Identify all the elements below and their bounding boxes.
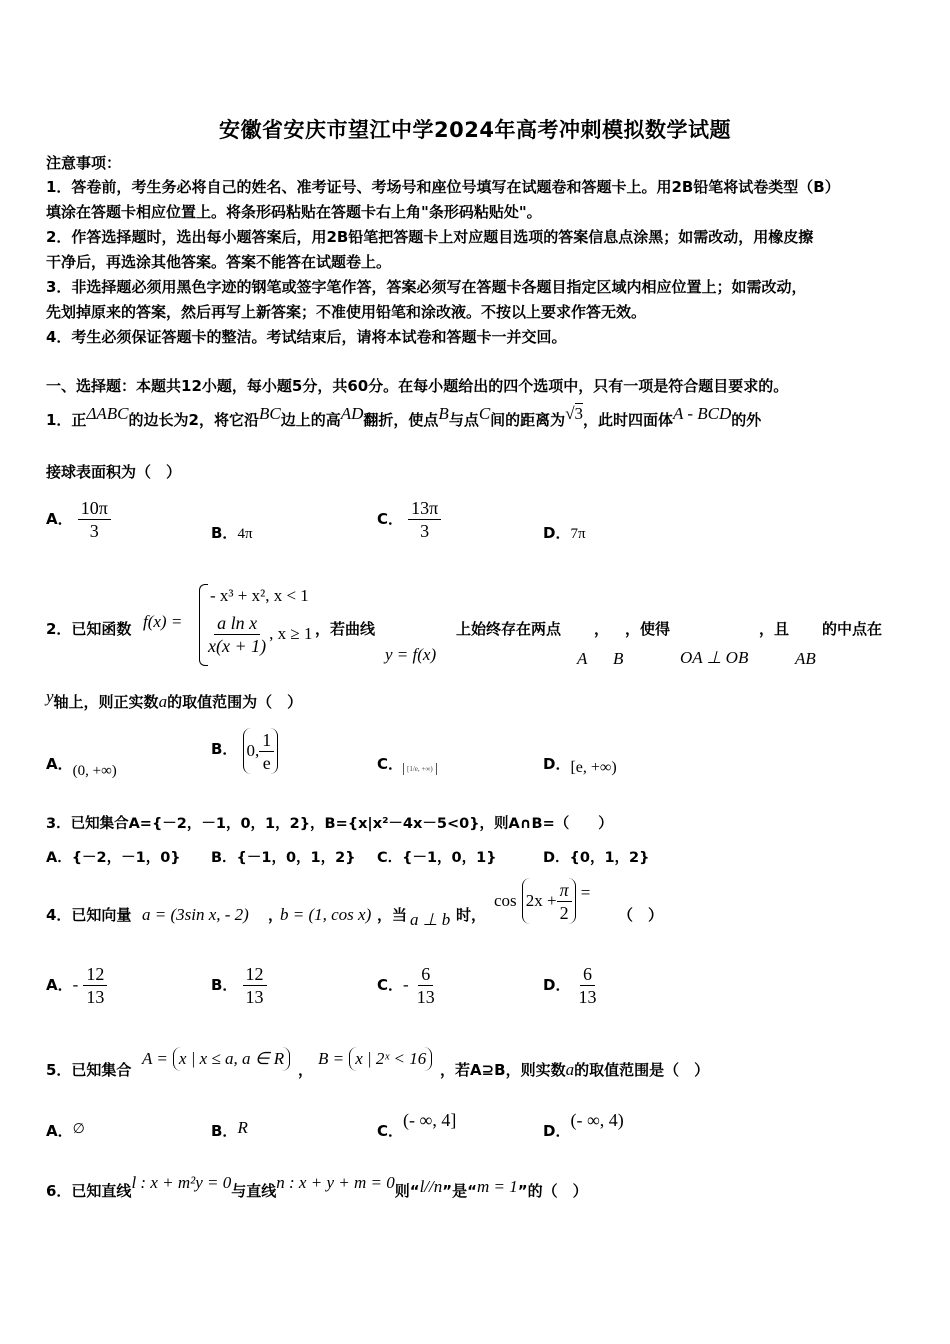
q4-option-b: B． $\frac{12}{13}$	[211, 963, 267, 1008]
q4-option-a: A．- $\frac{12}{13}$	[46, 963, 107, 1008]
q2-case-1: - x³ + x², x < 1	[210, 586, 309, 605]
q2-ab: AB	[795, 649, 816, 668]
q2-text: ，	[594, 620, 610, 638]
notice-line: 填涂在答题卡相应位置上。将条形码粘贴在答题卡右上角"条形码粘贴处"。	[46, 203, 542, 221]
q5-option-c: C．(- ∞, 4]	[377, 1110, 457, 1140]
question-3: 3．已知集合A={－2，－1，0，1，2}，B={x|x²－4x－5<0}，则A∩B=（ ）	[46, 816, 613, 832]
question-1: 1．正ΔABC的边长为2，将它沿BC边上的高AD翻折，使点B与点C间的距离为√3，此时四面体A - BCD的外	[46, 404, 762, 429]
q2-option-a: A．(0, +∞)	[46, 755, 117, 779]
q4-text: 时，	[456, 906, 487, 924]
q4-text: ，当	[377, 906, 408, 924]
q3-option-d: D．{0，1，2}	[543, 850, 650, 866]
q5-option-a: A．∅	[46, 1122, 85, 1140]
q1-option-b: B．4π	[211, 524, 253, 542]
q5-option-b: B．R	[211, 1118, 248, 1140]
q2-option-c: C． [1/e, +∞)	[377, 753, 437, 774]
q4-option-d: D． $\frac{6}{13}$	[543, 964, 597, 1007]
question-4-intro: 4．已知向量	[46, 906, 132, 924]
q5-set-a: A = x | x ≤ a, a ∈ R	[142, 1047, 290, 1071]
question-2-line2: y轴上，则正实数a的取值范围为（ ）	[46, 687, 303, 711]
q2-function-label: f(x) =	[143, 612, 183, 631]
notice-line: 2．作答选择题时，选出每小题答案后，用2B铅笔把答题卡上对应题目选项的答案信息点涂黑；如需改动，用橡皮擦	[46, 228, 814, 246]
q1-option-c: C． $\frac{13\pi}{3}$	[377, 497, 441, 542]
notice-line: 3．非选择题必须用黑色字迹的钢笔或签字笔作答，答案必须写在答题卡各题目指定区域内相应位置上；如需改动，	[46, 278, 807, 296]
q3-option-b: B．{－1，0，1，2}	[211, 850, 356, 866]
q5-text: ，若A⊇B，则实数a的取值范围是（ ）	[440, 1060, 710, 1079]
q2-point-a: A	[577, 649, 588, 668]
q3-option-c: C．{－1，0，1}	[377, 850, 497, 866]
section-heading: 一、选择题：本题共12小题，每小题5分，共60分。在每小题给出的四个选项中，只有一项是符合题目要求的。	[46, 377, 789, 395]
q4-sep: ，	[268, 906, 284, 924]
q3-option-a: A．{－2，－1，0}	[46, 850, 181, 866]
q5-sep: ，	[298, 1061, 314, 1079]
q4-perp: a ⊥ b	[410, 910, 451, 929]
q4-option-c: C．- $\frac{6}{13}$	[377, 964, 435, 1007]
q4-cos-expression: cos 2x + $\frac{\pi}{2}$ =	[494, 879, 591, 923]
q2-option-d: D．[e, +∞)	[543, 755, 617, 776]
q4-vector-b: b = (1, cos x)	[280, 905, 372, 924]
question-1-line2: 接球表面积为（ ）	[46, 463, 182, 481]
notice-line: 干净后，再选涂其他答案。答案不能答在试题卷上。	[46, 253, 392, 271]
q2-point-b: B	[613, 649, 624, 668]
notice-line: 4．考生必须保证答题卡的整洁。考试结束后，请将本试卷和答题卡一并交回。	[46, 328, 567, 346]
q2-text: ，使得	[625, 620, 671, 638]
q5-option-d: D．(- ∞, 4)	[543, 1110, 624, 1140]
q2-option-b: B． 0, $\frac{1}{e}$	[211, 728, 278, 774]
q2-text: 的中点在	[822, 620, 883, 638]
q2-text: 上始终存在两点	[456, 620, 562, 638]
q2-text: ，若曲线	[315, 620, 376, 638]
q1-option-a: A． $\frac{10\pi}{3}$	[46, 497, 111, 542]
question-2-intro: 2．已知函数	[46, 620, 132, 638]
notice-heading: 注意事项：	[46, 154, 122, 172]
q2-text: ，且	[759, 620, 790, 638]
q4-vector-a: a = (3sin x, - 2)	[142, 905, 249, 924]
q2-curve: y = f(x)	[385, 645, 437, 664]
q1-option-d: D．7π	[543, 524, 586, 542]
question-5-intro: 5．已知集合	[46, 1061, 132, 1079]
q2-perp: OA ⊥ OB	[680, 648, 749, 667]
notice-line: 先划掉原来的答案，然后再写上新答案；不准使用铅笔和涂改液。不按以上要求作答无效。	[46, 303, 647, 321]
question-6: 6．已知直线l : x + m²y = 0与直线n : x + y + m = 0则“l//n”是“m = 1”的（ ）	[46, 1173, 588, 1200]
q4-answer-paren: （ ）	[618, 906, 664, 924]
q5-set-b: B = x | 2ˣ < 16	[318, 1047, 432, 1071]
page-title: 安徽省安庆市望江中学2024年高考冲刺模拟数学试题	[219, 118, 731, 142]
notice-line: 1．答卷前，考生务必将自己的姓名、准考证号、考场号和座位号填写在试题卷和答题卡上。用2B铅笔将试卷类型（B）	[46, 178, 840, 196]
q2-case-2: $\frac{\text{a ln x}}{x(x + 1)}$ , x ≥ 1	[208, 613, 313, 656]
